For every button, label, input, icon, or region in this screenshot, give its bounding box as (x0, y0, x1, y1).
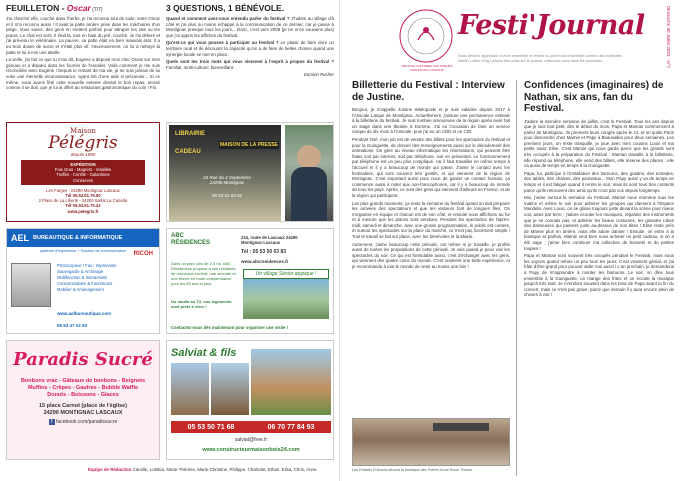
salviat-logo: Salviat & fils (171, 347, 237, 359)
abc-photo (243, 279, 329, 319)
salviat-web-link[interactable]: www.constructeurmaisonbois24.com (202, 447, 300, 453)
billetterie-photo (352, 418, 510, 466)
editorial-team: Équipe de Rédaction Camille, Loëtitia, Marie-Thérèse, Marie-Christine, Philippe, Charlotte, Ethan, Elisa, Chris, Anne. (88, 467, 318, 472)
maison-presse-ad (166, 122, 334, 222)
abc-web-link[interactable]: www.abcresidences.fr (241, 259, 289, 264)
question-1: Quand et comment avez-vous entendu parler du festival ? (166, 16, 290, 21)
ricoh-logo: RICOH (133, 251, 153, 257)
ring-text: FESTIVAL CULTURES AUX COEURS MONTIGNAC-LASCAUX (401, 64, 453, 72)
feuilleton-title: FEUILLETON - Oscar (7/7) (6, 3, 103, 13)
confidences-article (524, 80, 674, 481)
billetterie-title: Billetterie du Festival : Interview de Justine. (352, 80, 505, 103)
salviat-email: salviat@free.fr (234, 437, 268, 443)
answer-3: Familial, multi-culturel, bienveillant. (166, 64, 235, 70)
pelegris-brand: Maison (70, 127, 96, 135)
billetterie-body: Bonjour, je m'appelle Justine Wieloposki et je suis salariée depuis 2017 à l'Amicale Laïque de Montignac. Actuellement, j'assure une permanence estivale à la billetterie du festival. Je suis tombée amoureuse de la région après avoir fait un stage dans une librairie à Domme. J'ai eu l'occasion de faire un service civique de dix mois à l'Amicale, puis j'ai eu un CDD et un CDI. Pendant l'été, mon job est de vendre des billets pour les spectacles du festival et pour la Guinguette, de donner des renseignements aussi sur le déroulement des animations. On gère au niveau informatique les réservations, qui peuvent être faites soit par internet, soit par téléphone, soit en présentiel. Le fonctionnement par téléphone est un peu plus compliqué, car il faut travailler en même temps à l'accueil et il y a beaucoup de monde qui passe. J'aime le contact avec les festivaliers, qui sont souvent très gentils, et qui viennent de la région de Montignac. C'est important aussi pour nous de garder un contact humain, ça commence aussi à noter aux non-francophones, car il y a beaucoup de monde de tous les pays. Après, ce sont des gens qui viennent d'ailleurs en France, et de la région qui participent. Les plus grands moments, ça reste la semaine du festival quand on doit préparer les arrivées des spectateurs et que les visiteurs font de longues files. On s'organise en équipe et chacun est de son côté, et ensuite nous affichons au fur et à mesure que les places sont vendues. Pendant les spectacles de l'après-midi, samedi et dimanche, avec une grosse programmation, le public est content, et surtout les spectacles sur la place du marché, ce n'est pas forcément simple ! Tout le travail se fait sur place, avec les bénévoles et la Mairie. Autrement, j'aime beaucoup cette période, car même si je travaille, je profite aussi de toutes les propositions de cette période. Je vais quand je peux voir les spectacles du soir. Ce qui est formidable aussi, c'est d'échanger avec les gens, qui viennent des quatre coins du monde. C'est vraiment une belle expérience, et je recommande à tout le monde de venir au moins une fois ! (352, 107, 510, 270)
maison-presse-photo: LIBRAIRIE CADEAU MAISON DE LA PRESSE 24 Rue du 4 Septembre 24290 Montignac 05 53 51 63 01 (169, 125, 281, 221)
salviat-photo-3 (251, 349, 331, 415)
portrait-silhouette (297, 145, 321, 169)
questions-signature: Damien Pucher (303, 72, 334, 78)
ael-web-link[interactable]: www.aelbureautique.com (57, 311, 112, 316)
feuilleton-paragraph: J'ai cherché elfe, couché dans l'herbe, je l'ai reconnu tout de suite, votre Oscar et il m'a reconnu aussi ! Il avait la patte arrière prise dans les mâchoires d'un piège. Vous savez, des gens en mettent parfois pour attraper les rats ou les putois. Le chat est sorti. Il était là, tout en haut du pré, couché. Je l'ai délivré et j'ai prévenu le vétérinaire. La pauvre, sa patte était en bien mauvais état. Il a eu trois doses de sucre et n'était plus vif. Heureusement, on lui a nettoyé la patte et lui a mis une attelle. (6, 16, 160, 55)
facebook-icon: f (49, 419, 55, 425)
feuilleton-body (6, 16, 160, 91)
question-2: Qu'est-ce qui vous pousse à participer au festival ? (166, 40, 279, 46)
issue-date: Dimanche 30 Juillet 2023 - N°7 (666, 6, 671, 69)
pelegris-info-box: EXPÉDITION Foie Gras - Magrets - Volailles Truffes - Confits - Galantines Conserves (21, 160, 145, 185)
abc-logo: ABC RÉSIDENCES (171, 233, 211, 246)
maison-presse-portrait (285, 125, 333, 221)
answer-1: J'habite au village d'à côté et j'ai plus ou moins échappé à la communication de ce dernier, car je passe à Montignac presque tous les jours... Donc, c'est vers 2008 (je ne m'en souviens plus) que j'ai appris les affiches du festival. (166, 16, 334, 38)
salviat-ad (166, 340, 334, 460)
pelegris-web-link[interactable]: www.pelegris.fr (67, 208, 99, 214)
feuilleton-paragraph: La veille, j'ai fait ce que tu m'as dit, Eugène a déposé mon cher Oscar sur mes genoux et a disparu dans les fourrés de l'escalier. Voilà comment je me suis réconciliée avec Eugène ! Depuis le restant de ma vie, je ne suis jamais de lui voler une éternelle reconnaissance, ayant été d'une aide si précieuse... Si ce même, nous avons fêté cette nouvelle entente devant le bon repas, arrosé comme il se doit, que je lui ai offert au restaurant gastronomique du coin ! Fin. (6, 57, 160, 91)
abc-residences-ad: ABC RÉSIDENCES 234, route de Lascaux 24290 Montignac-Lascaux Tél : 05 53 50 03 83 www.abcresidences.fr Dans un parc clos de 2,5 ha, ABC Résidences propose à ses résidents de nouveaux confort, une sécurité et une liberté en toute indépendance pour les 60 ans et plus. Du studio au T3, nos logements sont prêts à vivre ! Un village Sénior atypique ! Contactez-nous dès maintenant pour organiser une visite ! (166, 228, 334, 334)
masthead-tagline: Nous devons apprendre à vivre ensemble en frères ou périr tous ensemble comme des imbéciles. Martin Luther King Laissez des mots sur le journal, retrouvez-vous dans les prochains. (458, 54, 623, 63)
paradis-title: Paradis Sucré (13, 349, 153, 370)
answer-2: Le plaisir de faire vivre un territoire rural et de découvrir la capacité qu'on a de faire de belles choses quand une synergie locale se met en place. (166, 40, 334, 57)
questions-section (166, 3, 334, 80)
paradis-sucre-ad: Paradis Sucré Bonbons vrac - Gâteaux de bonbons - Beignets Muffins - Crêpes - Gaufres - Bubble Waffle Donuts - Boissons - Glaces 15 place Carnot (place de l'église) 24290 MONTIGNAC LASCAUX f facebook.com/paradissucre (6, 340, 160, 460)
pelegris-ad: Maison Pélégris depuis 1890 EXPÉDITION Foie Gras - Magrets - Volailles Truffes - Confits - Galantines Conserves Les Farges - 24290 Montignac Lascaux Tél 05.53.51.79.00 2 Place de La Liberté - 24200 Sarlat La Canéda Tél 05.53.51.70.42 www.pelegris.fr (6, 122, 160, 222)
confidences-body: J'adore la dernière semaine de juillet, c'est le Festival. Tous les ans depuis que je suis tout petit, dès le début du mois, Papa et Maman commencent à parler de Montignac. Ils prennent leurs congés après le 14, et on quitte Paris pour descendre chez Mamie et Papy à Beauvalles pour deux semaines. Les premiers jours, on reste tranquille, je joue avec mes cousins Louis et ma petite sœur Elise. C'est Mamie qui nous garde parce que les grands sont très occupés à la préparation du Festival : Maman travaille à la billetterie, elle répond au téléphone, elle vend des billets, elle réserve des places ; elle va aussi de temps en temps à la Guinguette. Papa, lui, participe à l'installation des barnums, des gradins, des estrades, des tables, des chaises, des panneaux... Mon Papy aussi y va de temps en temps et il est fatigué quand il rentre le soir, mais ils sont tous très contents parce qu'ils retrouvent des amis qu'ils n'ont pas vus depuis longtemps. Moi, j'aime surtout la semaine du Festival. Mamie nous emmène tous les matins et même le soir pour admirer les groupes qui dansent à l'Espace Mandela. Avec Louis, on se glisse toujours juste devant la scène pour mieux voir, assis par terre : j'adore écouter les musiques, regarder des instruments que je ne connais pas, et admirer les beaux costumes, les grandes robes des danseuses qui passent juste au-dessus de nos têtes ! Elise reste près de Mamie plus en arrière, mais elle adore danser ! Ensuite, on entre à la boutique et parfois, Mamie veut bien nous acheter un petit cadeau, si on a été sage ; j'aime bien continuer ma collection de bonnets et de petites toupies ! Papa et Maman sont souvent très occupés pendant le Festival, mais nous les voyons quand même un peu tous les jours. C'est vraiment génial, et j'ai hâte d'être grand pour pouvoir aider moi aussi ! L'an prochain, je demanderai à Papy de m'apprendre à monter les barnums. Le soir, on dîne tous ensemble à la Guinguette, on mange des frites et on écoute la musique jusqu'à très tard. Je m'endors souvent dans les bras de Papa avant la fin du concert, mais ce n'est pas grave, parce que demain il y aura encore plein de choses à voir ! (524, 118, 674, 298)
column-divider (516, 80, 517, 476)
salviat-phone-bar: 05 53 50 71 68 06 70 77 84 93 (171, 421, 331, 433)
ael-ad: AEL BUREAUTIQUE & INFORMATIQUE système d'impression + Solution de communication Photocopieur / Fax / Imprimante Sauvegarde & Archivage Multifonction & Interactivité Consommables & Fournitures Mobilier & Aménagement RICOH www.aelbureautique.com 05 53 47 22 00 (6, 228, 160, 334)
confidences-title: Confidences (imaginaires) de Nathan, six ans, fan du Festival. (524, 80, 664, 114)
festival-ring-logo (396, 6, 456, 66)
billetterie-article (352, 80, 510, 437)
salviat-photo-2 (211, 363, 249, 415)
questions-title: 3 QUESTIONS, 1 BÉNÉVOLE. (166, 3, 285, 13)
questions-body (166, 16, 334, 78)
ael-printer-image (11, 263, 51, 307)
ael-list: Photocopieur / Fax / Imprimante Sauvegarde & Archivage Multifonction & Interactivité Consommables & Fournitures Mobilier & Aménagement (57, 263, 117, 292)
ael-header: AEL BUREAUTIQUE & INFORMATIQUE (7, 229, 159, 247)
salviat-photo-1 (171, 363, 209, 415)
pelegris-name: Pélégris (48, 133, 118, 153)
question-3: Quels sont les trois mots qui vous viennent à l'esprit à propos du festival ? (166, 59, 334, 65)
pelegris-since: depuis 1890 (70, 152, 96, 157)
feuilleton-section (6, 3, 160, 93)
right-page (340, 0, 680, 481)
ael-logo: AEL (11, 233, 29, 243)
festi-journal-title: Festi'Journal (458, 10, 645, 41)
photo-caption: Les Enfants D'Aracia devant la boutique des Frères d'une Roue Tisseur (352, 468, 473, 472)
masthead (396, 2, 645, 82)
paradis-facebook-link[interactable]: f facebook.com/paradissucre (7, 419, 159, 425)
